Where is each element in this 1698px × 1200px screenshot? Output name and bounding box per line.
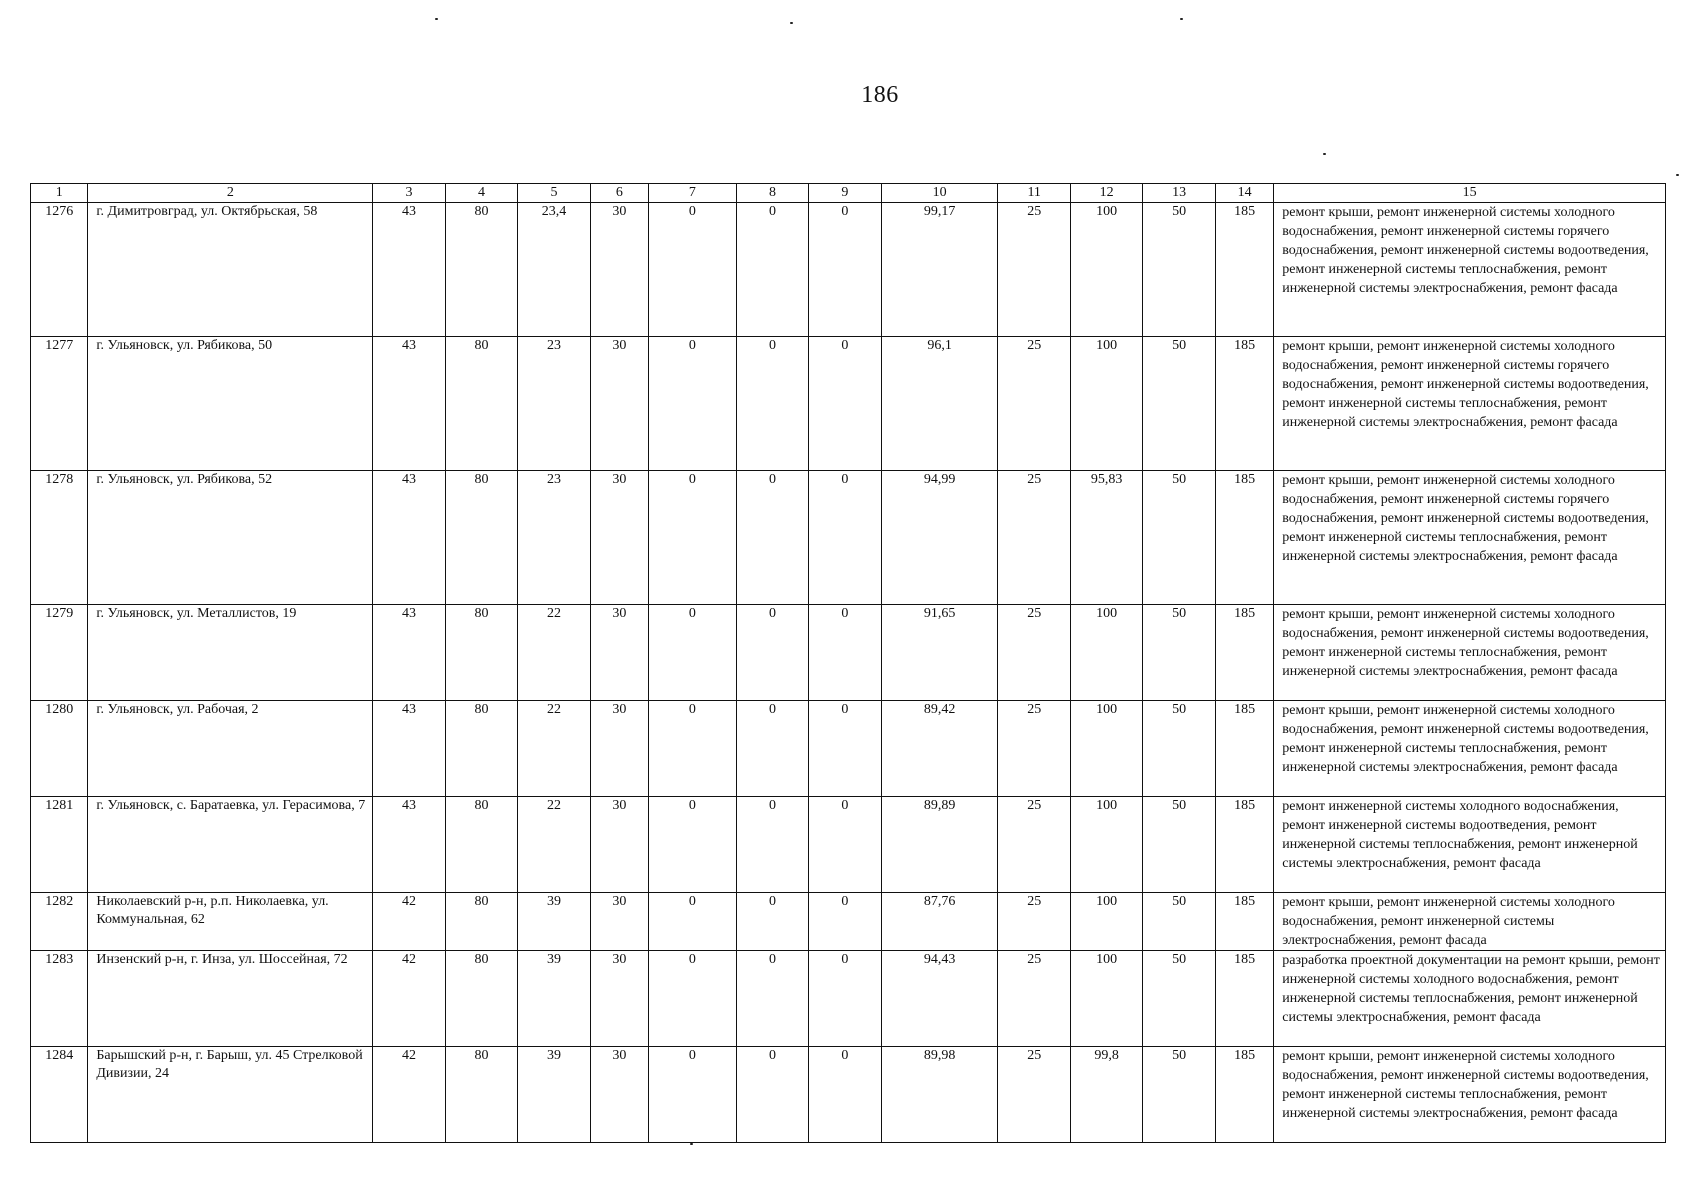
col-7-value: 0 bbox=[649, 471, 737, 605]
col-4-value: 80 bbox=[445, 605, 517, 701]
col-7-value: 0 bbox=[649, 203, 737, 337]
col-13-value: 50 bbox=[1143, 337, 1215, 471]
table-row bbox=[31, 701, 1666, 797]
col-9-value: 0 bbox=[809, 1047, 881, 1143]
table-header-row bbox=[31, 184, 1666, 203]
col-11-value: 25 bbox=[998, 797, 1070, 893]
col-3-value: 42 bbox=[373, 893, 445, 951]
col-12-value: 100 bbox=[1070, 893, 1142, 951]
col-7-value: 0 bbox=[649, 1047, 737, 1143]
col-4-value: 80 bbox=[445, 701, 517, 797]
col-7-value: 0 bbox=[649, 701, 737, 797]
col-5-value: 39 bbox=[518, 951, 590, 1047]
scan-speck bbox=[1180, 18, 1183, 20]
col-11-value: 25 bbox=[998, 203, 1070, 337]
address: г. Ульяновск, ул. Металлистов, 19 bbox=[88, 605, 373, 701]
address: г. Ульяновск, ул. Рябикова, 52 bbox=[88, 471, 373, 605]
col-10-value: 96,1 bbox=[881, 337, 998, 471]
column-header: 4 bbox=[445, 184, 517, 203]
table-row bbox=[31, 797, 1666, 893]
col-11-value: 25 bbox=[998, 893, 1070, 951]
repair-works: ремонт крыши, ремонт инженерной системы холодного водоснабжения, ремонт инженерной системы горячего водоснабжения, ремонт инженерной системы водоотведения, ремонт инженерной системы теплоснабжения, ремонт инженерной системы электроснабжения, ремонт фасада bbox=[1274, 471, 1666, 605]
housing-repair-table bbox=[30, 183, 1666, 1143]
col-8-value: 0 bbox=[736, 471, 808, 605]
table-row bbox=[31, 951, 1666, 1047]
scan-speck bbox=[690, 1143, 693, 1145]
col-13-value: 50 bbox=[1143, 893, 1215, 951]
col-8-value: 0 bbox=[736, 337, 808, 471]
col-6-value: 30 bbox=[590, 893, 648, 951]
col-11-value: 25 bbox=[998, 951, 1070, 1047]
col-3-value: 43 bbox=[373, 203, 445, 337]
col-9-value: 0 bbox=[809, 337, 881, 471]
table-row bbox=[31, 893, 1666, 951]
col-14-value: 185 bbox=[1215, 951, 1273, 1047]
col-9-value: 0 bbox=[809, 203, 881, 337]
col-11-value: 25 bbox=[998, 701, 1070, 797]
col-13-value: 50 bbox=[1143, 605, 1215, 701]
col-12-value: 100 bbox=[1070, 605, 1142, 701]
col-10-value: 89,98 bbox=[881, 1047, 998, 1143]
table-row bbox=[31, 1047, 1666, 1143]
repair-works: ремонт крыши, ремонт инженерной системы холодного водоснабжения, ремонт инженерной системы электроснабжения, ремонт фасада bbox=[1274, 893, 1666, 951]
row-number: 1278 bbox=[31, 471, 88, 605]
col-12-value: 95,83 bbox=[1070, 471, 1142, 605]
col-8-value: 0 bbox=[736, 797, 808, 893]
col-6-value: 30 bbox=[590, 471, 648, 605]
col-11-value: 25 bbox=[998, 605, 1070, 701]
col-10-value: 89,89 bbox=[881, 797, 998, 893]
col-14-value: 185 bbox=[1215, 701, 1273, 797]
address: г. Ульяновск, с. Баратаевка, ул. Герасимова, 7 bbox=[88, 797, 373, 893]
col-6-value: 30 bbox=[590, 605, 648, 701]
address: Инзенский р-н, г. Инза, ул. Шоссейная, 72 bbox=[88, 951, 373, 1047]
col-5-value: 23,4 bbox=[518, 203, 590, 337]
column-header: 14 bbox=[1215, 184, 1273, 203]
col-8-value: 0 bbox=[736, 701, 808, 797]
col-5-value: 22 bbox=[518, 605, 590, 701]
col-7-value: 0 bbox=[649, 337, 737, 471]
table-body bbox=[31, 203, 1666, 1143]
col-6-value: 30 bbox=[590, 1047, 648, 1143]
col-4-value: 80 bbox=[445, 203, 517, 337]
col-12-value: 99,8 bbox=[1070, 1047, 1142, 1143]
col-10-value: 94,99 bbox=[881, 471, 998, 605]
col-6-value: 30 bbox=[590, 337, 648, 471]
row-number: 1280 bbox=[31, 701, 88, 797]
row-number: 1282 bbox=[31, 893, 88, 951]
col-12-value: 100 bbox=[1070, 203, 1142, 337]
col-6-value: 30 bbox=[590, 701, 648, 797]
col-13-value: 50 bbox=[1143, 203, 1215, 337]
col-9-value: 0 bbox=[809, 797, 881, 893]
repair-works: ремонт крыши, ремонт инженерной системы холодного водоснабжения, ремонт инженерной системы водоотведения, ремонт инженерной системы теплоснабжения, ремонт инженерной системы электроснабжения, ремонт фасада bbox=[1274, 605, 1666, 701]
col-7-value: 0 bbox=[649, 951, 737, 1047]
column-header: 6 bbox=[590, 184, 648, 203]
column-header: 13 bbox=[1143, 184, 1215, 203]
col-14-value: 185 bbox=[1215, 797, 1273, 893]
address: г. Ульяновск, ул. Рябикова, 50 bbox=[88, 337, 373, 471]
col-8-value: 0 bbox=[736, 605, 808, 701]
col-7-value: 0 bbox=[649, 797, 737, 893]
col-4-value: 80 bbox=[445, 471, 517, 605]
address: г. Ульяновск, ул. Рабочая, 2 bbox=[88, 701, 373, 797]
scan-speck bbox=[435, 18, 438, 20]
col-12-value: 100 bbox=[1070, 337, 1142, 471]
col-5-value: 23 bbox=[518, 471, 590, 605]
repair-works: ремонт инженерной системы холодного водоснабжения, ремонт инженерной системы водоотведения, ремонт инженерной системы теплоснабжения, ремонт инженерной системы электроснабжения, ремонт фасада bbox=[1274, 797, 1666, 893]
col-6-value: 30 bbox=[590, 203, 648, 337]
column-header: 15 bbox=[1274, 184, 1666, 203]
col-4-value: 80 bbox=[445, 951, 517, 1047]
scan-speck bbox=[790, 22, 793, 24]
column-header: 7 bbox=[649, 184, 737, 203]
col-14-value: 185 bbox=[1215, 1047, 1273, 1143]
row-number: 1277 bbox=[31, 337, 88, 471]
column-header: 10 bbox=[881, 184, 998, 203]
col-9-value: 0 bbox=[809, 893, 881, 951]
column-header: 11 bbox=[998, 184, 1070, 203]
col-12-value: 100 bbox=[1070, 797, 1142, 893]
row-number: 1281 bbox=[31, 797, 88, 893]
repair-works: ремонт крыши, ремонт инженерной системы холодного водоснабжения, ремонт инженерной системы водоотведения, ремонт инженерной системы теплоснабжения, ремонт инженерной системы электроснабжения, ремонт фасада bbox=[1274, 701, 1666, 797]
col-3-value: 43 bbox=[373, 337, 445, 471]
col-4-value: 80 bbox=[445, 797, 517, 893]
col-5-value: 22 bbox=[518, 797, 590, 893]
repair-works: ремонт крыши, ремонт инженерной системы холодного водоснабжения, ремонт инженерной системы горячего водоснабжения, ремонт инженерной системы водоотведения, ремонт инженерной системы теплоснабжения, ремонт инженерной системы электроснабжения, ремонт фасада bbox=[1274, 203, 1666, 337]
col-13-value: 50 bbox=[1143, 1047, 1215, 1143]
column-header: 3 bbox=[373, 184, 445, 203]
col-9-value: 0 bbox=[809, 951, 881, 1047]
page-number: 186 bbox=[861, 82, 899, 108]
scan-speck bbox=[1676, 174, 1679, 176]
col-3-value: 42 bbox=[373, 951, 445, 1047]
table-row bbox=[31, 471, 1666, 605]
column-header: 12 bbox=[1070, 184, 1142, 203]
repair-works: ремонт крыши, ремонт инженерной системы холодного водоснабжения, ремонт инженерной системы горячего водоснабжения, ремонт инженерной системы водоотведения, ремонт инженерной системы теплоснабжения, ремонт инженерной системы электроснабжения, ремонт фасада bbox=[1274, 337, 1666, 471]
col-4-value: 80 bbox=[445, 337, 517, 471]
address: г. Димитровград, ул. Октябрьская, 58 bbox=[88, 203, 373, 337]
row-number: 1279 bbox=[31, 605, 88, 701]
col-9-value: 0 bbox=[809, 701, 881, 797]
col-10-value: 89,42 bbox=[881, 701, 998, 797]
col-3-value: 42 bbox=[373, 1047, 445, 1143]
col-13-value: 50 bbox=[1143, 951, 1215, 1047]
col-14-value: 185 bbox=[1215, 605, 1273, 701]
address: Николаевский р-н, р.п. Николаевка, ул. Коммунальная, 62 bbox=[88, 893, 373, 951]
col-3-value: 43 bbox=[373, 605, 445, 701]
column-header: 2 bbox=[88, 184, 373, 203]
row-number: 1284 bbox=[31, 1047, 88, 1143]
col-10-value: 91,65 bbox=[881, 605, 998, 701]
column-header: 1 bbox=[31, 184, 88, 203]
col-10-value: 99,17 bbox=[881, 203, 998, 337]
col-8-value: 0 bbox=[736, 203, 808, 337]
col-3-value: 43 bbox=[373, 471, 445, 605]
col-8-value: 0 bbox=[736, 1047, 808, 1143]
col-6-value: 30 bbox=[590, 951, 648, 1047]
col-12-value: 100 bbox=[1070, 951, 1142, 1047]
col-13-value: 50 bbox=[1143, 701, 1215, 797]
col-5-value: 39 bbox=[518, 893, 590, 951]
col-4-value: 80 bbox=[445, 893, 517, 951]
col-14-value: 185 bbox=[1215, 337, 1273, 471]
col-7-value: 0 bbox=[649, 605, 737, 701]
col-7-value: 0 bbox=[649, 893, 737, 951]
column-header: 8 bbox=[736, 184, 808, 203]
col-3-value: 43 bbox=[373, 797, 445, 893]
repair-works: разработка проектной документации на ремонт крыши, ремонт инженерной системы холодного водоснабжения, ремонт инженерной системы теплоснабжения, ремонт инженерной системы электроснабжения, ремонт фасада bbox=[1274, 951, 1666, 1047]
col-6-value: 30 bbox=[590, 797, 648, 893]
address: Барышский р-н, г. Барыш, ул. 45 Стрелковой Дивизии, 24 bbox=[88, 1047, 373, 1143]
col-4-value: 80 bbox=[445, 1047, 517, 1143]
col-9-value: 0 bbox=[809, 471, 881, 605]
col-13-value: 50 bbox=[1143, 471, 1215, 605]
column-header: 5 bbox=[518, 184, 590, 203]
col-3-value: 43 bbox=[373, 701, 445, 797]
col-13-value: 50 bbox=[1143, 797, 1215, 893]
table-row bbox=[31, 203, 1666, 337]
col-14-value: 185 bbox=[1215, 471, 1273, 605]
col-14-value: 185 bbox=[1215, 203, 1273, 337]
col-9-value: 0 bbox=[809, 605, 881, 701]
col-10-value: 94,43 bbox=[881, 951, 998, 1047]
col-11-value: 25 bbox=[998, 1047, 1070, 1143]
col-14-value: 185 bbox=[1215, 893, 1273, 951]
repair-works: ремонт крыши, ремонт инженерной системы холодного водоснабжения, ремонт инженерной системы водоотведения, ремонт инженерной системы теплоснабжения, ремонт инженерной системы электроснабжения, ремонт фасада bbox=[1274, 1047, 1666, 1143]
col-8-value: 0 bbox=[736, 951, 808, 1047]
col-8-value: 0 bbox=[736, 893, 808, 951]
col-12-value: 100 bbox=[1070, 701, 1142, 797]
col-11-value: 25 bbox=[998, 337, 1070, 471]
table-row bbox=[31, 605, 1666, 701]
col-11-value: 25 bbox=[998, 471, 1070, 605]
scan-speck bbox=[1323, 153, 1326, 155]
row-number: 1276 bbox=[31, 203, 88, 337]
col-5-value: 23 bbox=[518, 337, 590, 471]
row-number: 1283 bbox=[31, 951, 88, 1047]
col-10-value: 87,76 bbox=[881, 893, 998, 951]
column-header: 9 bbox=[809, 184, 881, 203]
col-5-value: 39 bbox=[518, 1047, 590, 1143]
table-row bbox=[31, 337, 1666, 471]
col-5-value: 22 bbox=[518, 701, 590, 797]
